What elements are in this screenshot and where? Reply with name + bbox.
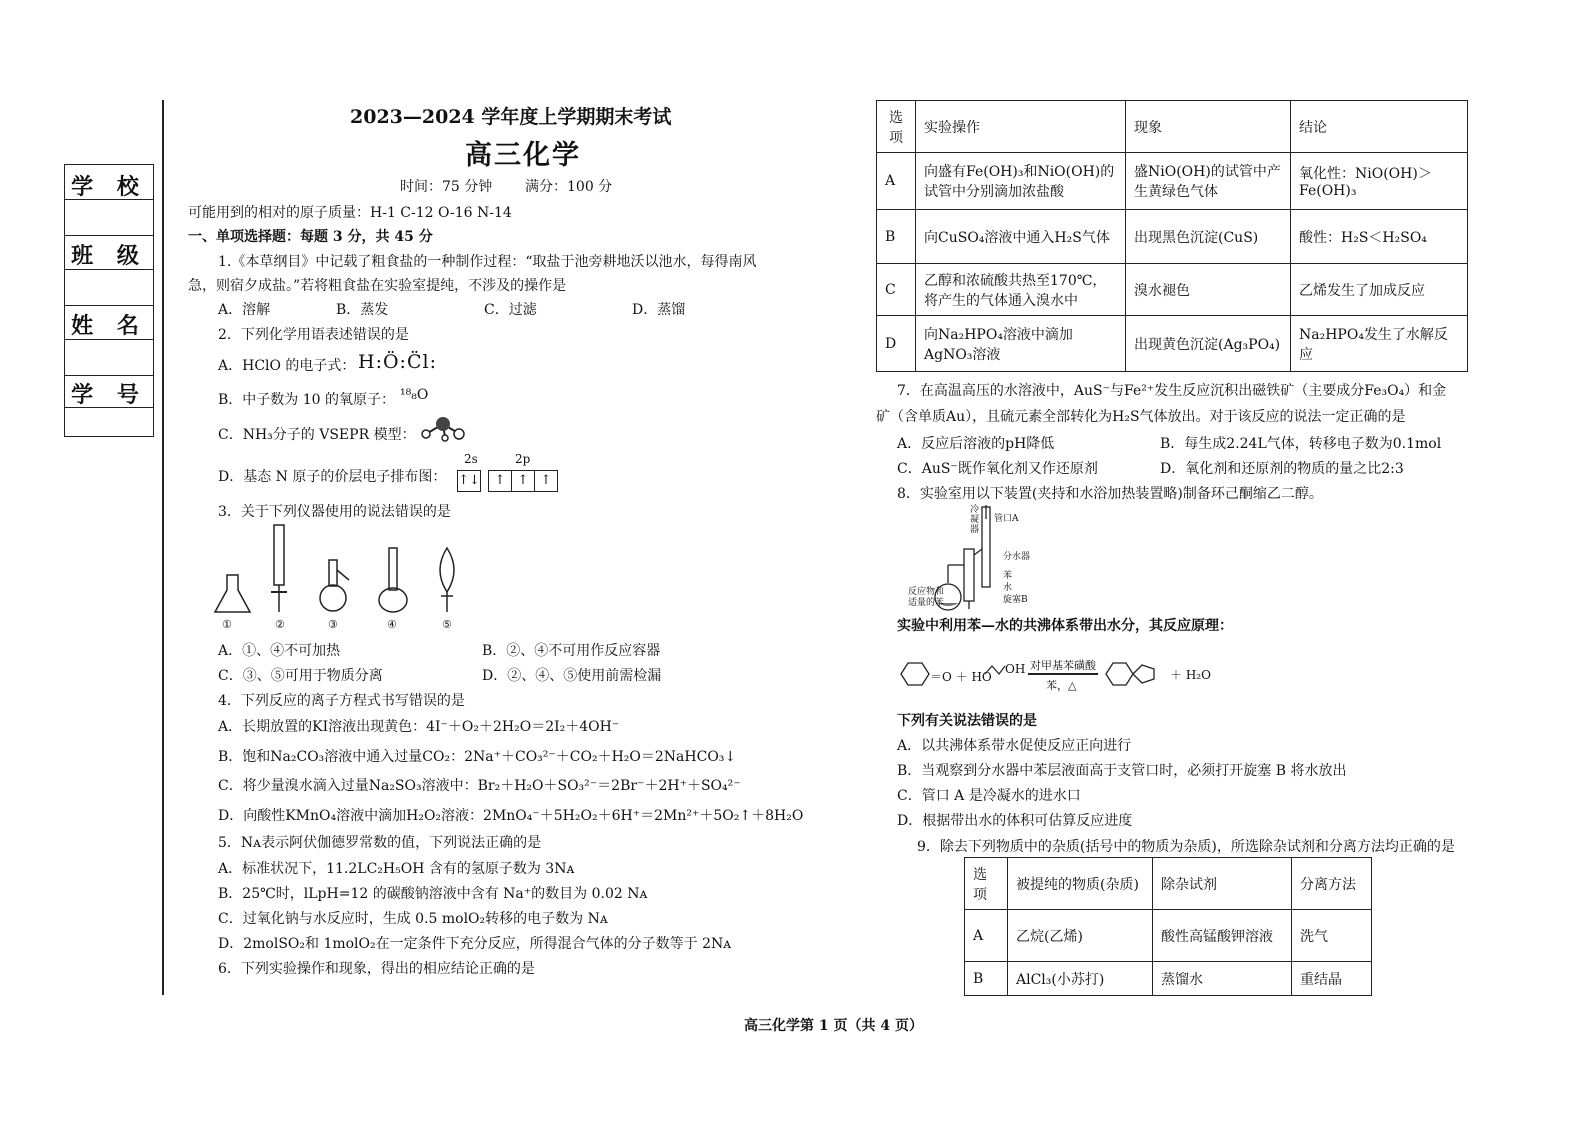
page-footer: 高三化学第 1 页（共 4 页） (744, 1018, 923, 1034)
fig-label-water: 水 (1003, 583, 1013, 593)
table-header-cell: 分离方法 (1292, 858, 1372, 910)
apparatus-label: ⑤ (442, 618, 452, 631)
rxn-right: ＋ H₂O (1170, 668, 1211, 682)
table-row (877, 153, 1468, 210)
student-id-field[interactable] (65, 407, 153, 437)
q4-option-b[interactable]: B．饱和Na₂CO₃溶液中通入过量CO₂：2Na⁺＋CO₃²⁻＋CO₂＋H₂O＝2NaHCO₃↓ (218, 749, 737, 765)
q7-option-d[interactable]: D．氧化剂和还原剂的物质的量之比2:3 (1160, 461, 1404, 477)
nh3-vsepr-model (418, 415, 473, 445)
volumetric-flask-icon (379, 548, 407, 612)
q1-stem-line1: 1.《本草纲目》中记载了粗食盐的一种制作过程：“取盐于池旁耕地沃以池水，每得南风 (218, 254, 757, 270)
table-cell: 出现黄色沉淀(Ag₃PO₄) (1126, 316, 1291, 372)
table-cell: 向盛有Fe(OH)₃和NiO(OH)的试管中分别滴加浓盐酸 (916, 153, 1126, 210)
orbital-2p-label: 2p (515, 452, 531, 466)
separatory-funnel-icon (440, 548, 454, 612)
q4-option-c[interactable]: C．将少量溴水滴入过量Na₂SO₃溶液中：Br₂＋H₂O＋SO₃²⁻＝2Br⁻＋2H⁺＋SO₄²⁻ (218, 778, 741, 794)
table-cell: 氧化性：NiO(OH)＞Fe(OH)₃ (1291, 153, 1468, 210)
table-cell: 洗气 (1292, 910, 1372, 962)
q6-table (876, 100, 1468, 372)
table-header-cell: 实验操作 (916, 101, 1126, 153)
table-row (877, 210, 1468, 264)
table-header-cell: 被提纯的物质(杂质) (1008, 858, 1153, 910)
table-header-cell: 选项 (877, 101, 916, 153)
name-label: 姓 名 (71, 313, 147, 339)
table-row (877, 264, 1468, 316)
binding-line (162, 100, 164, 995)
orbital-2p-box: ↑ (511, 470, 535, 492)
fig-label-stopcock-b: 旋塞B (1003, 595, 1028, 605)
q4-option-a[interactable]: A．长期放置的KI溶液出现黄色：4I⁻＋O₂＋2H₂O＝2I₂＋4OH⁻ (218, 719, 620, 735)
q2-stem: 2．下列化学用语表述错误的是 (218, 327, 409, 343)
fig-label-separator: 分水器 (1003, 552, 1031, 562)
fig-label-benzene: 苯 (1003, 571, 1013, 581)
table-header-cell: 选项 (965, 858, 1008, 910)
orbital-2p-box: ↑ (488, 470, 512, 492)
apparatus-label: ③ (328, 618, 338, 631)
q5-option-c[interactable]: C．过氧化钠与水反应时，生成 0.5 molO₂转移的电子数为 Nᴀ (218, 911, 608, 927)
q1-option-b[interactable]: B．蒸发 (336, 302, 389, 318)
class-label: 班 级 (71, 243, 147, 269)
orbital-diagram (458, 470, 558, 492)
burette-icon (271, 525, 287, 612)
q5-option-a[interactable]: A．标准状况下，11.2LC₂H₅OH 含有的氢原子数为 3Nᴀ (218, 861, 575, 877)
q7-stem-line2: 矿（含单质Au），且硫元素全部转化为H₂S气体放出。对于该反应的说法一定正确的是 (876, 409, 1406, 425)
q7-option-c[interactable]: C．AuS⁻既作氧化剂又作还原剂 (897, 461, 1098, 477)
table-cell: 乙醇和浓硫酸共热至170℃，将产生的气体通入溴水中 (916, 264, 1126, 316)
q7-option-a[interactable]: A．反应后溶液的pH降低 (897, 436, 1055, 452)
table-header-cell: 除杂试剂 (1153, 858, 1292, 910)
rxn-catalyst: 对甲基苯磺酸 (1030, 659, 1096, 672)
subject-title: 高三化学 (465, 140, 581, 171)
q3-option-b[interactable]: B．②、④不可用作反应容器 (482, 643, 661, 659)
orbital-2s-label: 2s (464, 452, 478, 466)
table-cell: A (877, 153, 916, 210)
apparatus-label: ① (222, 618, 232, 631)
table-cell: 酸性：H₂S＜H₂SO₄ (1291, 210, 1468, 264)
rxn-conditions: 苯，△ (1046, 679, 1077, 692)
table-cell: B (965, 962, 1008, 996)
fig-label-condenser: 冷凝器 (970, 505, 980, 535)
q5-stem: 5．Nᴀ表示阿伏伽德罗常数的值，下列说法正确的是 (218, 835, 542, 851)
q3-option-d[interactable]: D．②、④、⑤使用前需检漏 (482, 668, 662, 684)
orbital-2p-box: ↑ (534, 470, 558, 492)
q7-option-b[interactable]: B．每生成2.24L气体，转移电子数为0.1mol (1160, 436, 1442, 452)
atomic-masses: 可能用到的相对的原子质量：H-1 C-12 O-16 N-14 (188, 205, 512, 221)
rxn-left: ＝O ＋ HO (930, 670, 992, 684)
q2-option-d[interactable]: D．基态 N 原子的价层电子排布图： (218, 469, 447, 485)
table-cell: 乙烯发生了加成反应 (1291, 264, 1468, 316)
q7-stem-line1: 7．在高温高压的水溶液中，AuS⁻与Fe²⁺发生反应沉积出磁铁矿（主要成分Fe₃O₄）和金 (897, 383, 1447, 399)
ketal-product-structure (1104, 660, 1162, 690)
table-header-row (877, 101, 1468, 153)
table-cell: 蒸馏水 (1153, 962, 1292, 996)
q2-option-a[interactable]: A．HClO 的电子式： (218, 358, 356, 374)
q6-stem: 6．下列实验操作和现象，得出的相应结论正确的是 (218, 961, 535, 977)
table-cell: AlCl₃(小苏打) (1008, 962, 1153, 996)
q3-option-a[interactable]: A．①、④不可加热 (218, 643, 341, 659)
q8-ask: 下列有关说法错误的是 (897, 713, 1037, 729)
q1-option-a[interactable]: A．溶解 (218, 302, 271, 318)
table-header-cell: 现象 (1126, 101, 1291, 153)
q8-stem: 8．实验室用以下装置(夹持和水浴加热装置略)制备环己酮缩乙二醇。 (897, 486, 1323, 502)
fig-label-port-a: 管口A (994, 514, 1019, 524)
table-header-cell: 结论 (1291, 101, 1468, 153)
table-cell: B (877, 210, 916, 264)
cyclohexanone-structure (895, 660, 935, 690)
table-cell: 向Na₂HPO₄溶液中滴加AgNO₃溶液 (916, 316, 1126, 372)
q3-stem: 3．关于下列仪器使用的说法错误的是 (218, 504, 451, 520)
q8-option-d[interactable]: D．根据带出水的体积可估算反应进度 (897, 813, 1133, 829)
q4-stem: 4．下列反应的离子方程式书写错误的是 (218, 693, 465, 709)
apparatus-label: ② (275, 618, 285, 631)
q1-option-c[interactable]: C．过滤 (484, 302, 537, 318)
class-field[interactable] (65, 269, 153, 305)
q5-option-d[interactable]: D．2molSO₂和 1molO₂在一定条件下充分反应，所得混合气体的分子数等于 2Nᴀ (218, 936, 732, 952)
q8-option-b[interactable]: B．当观察到分水器中苯层液面高于支管口时，必须打开旋塞 B 将水放出 (897, 763, 1347, 779)
table-row (965, 910, 1372, 962)
lab-apparatus-figure (205, 520, 475, 620)
student-id-label: 学 号 (71, 382, 147, 408)
table-cell: A (965, 910, 1008, 962)
rxn-oh: OH (1005, 662, 1026, 676)
table-cell: 盛NiO(OH)的试管中产生黄绿色气体 (1126, 153, 1291, 210)
hclo-electron-formula: H:Ö:C̈l: (358, 351, 437, 373)
q9-table (964, 857, 1372, 996)
school-label: 学 校 (71, 174, 147, 200)
table-cell: D (877, 316, 916, 372)
table-cell: Na₂HPO₄发生了水解反应 (1291, 316, 1468, 372)
oxygen-isotope-symbol: ¹⁸₈O (400, 387, 429, 403)
name-field[interactable] (65, 339, 153, 375)
table-row (965, 962, 1372, 996)
q3-option-c[interactable]: C．③、⑤可用于物质分离 (218, 668, 383, 684)
school-field[interactable] (65, 199, 153, 235)
q8-option-a[interactable]: A．以共沸体系带水促使反应正向进行 (897, 738, 1132, 754)
q2-option-b[interactable]: B．中子数为 10 的氧原子： (218, 392, 396, 408)
exam-title: 2023—2024 学年度上学期期末考试 (350, 106, 672, 128)
section-heading: 一、单项选择题：每题 3 分，共 45 分 (188, 229, 433, 245)
ethylene-chain (985, 662, 1005, 678)
q1-option-d[interactable]: D．蒸馏 (632, 302, 686, 318)
q8-option-c[interactable]: C．管口 A 是冷凝水的进水口 (897, 788, 1081, 804)
conical-flask-icon (215, 575, 250, 612)
table-cell: 酸性高锰酸钾溶液 (1153, 910, 1292, 962)
student-info-box (64, 164, 154, 437)
table-cell: 乙烷(乙烯) (1008, 910, 1153, 962)
table-cell: 出现黑色沉淀(CuS) (1126, 210, 1291, 264)
table-row (877, 316, 1468, 372)
rxn-arrow (1028, 673, 1098, 675)
score-label: 满分：100 分 (525, 179, 613, 195)
orbital-2s-box: ↑↓ (457, 470, 481, 492)
apparatus-label: ④ (387, 618, 397, 631)
table-cell: 重结晶 (1292, 962, 1372, 996)
distillation-flask-icon (320, 560, 349, 611)
q1-stem-line2: 急，则宿夕成盐。”若将粗食盐在实验室提纯，不涉及的操作是 (188, 278, 567, 294)
q9-stem: 9．除去下列物质中的杂质(括号中的物质为杂质)，所选除杂试剂和分离方法均正确的是 (917, 839, 1455, 855)
q4-option-d[interactable]: D．向酸性KMnO₄溶液中滴加H₂O₂溶液：2MnO₄⁻＋5H₂O₂＋6H⁺＝2Mn²⁺＋5O₂↑＋8H₂O (218, 808, 804, 824)
fig-label-reactants: 反应物和适量的苯 (908, 587, 945, 608)
time-label: 时间：75 分钟 (400, 179, 493, 195)
q5-option-b[interactable]: B．25℃时，lLpH=12 的碳酸钠溶液中含有 Na⁺的数目为 0.02 Nᴀ (218, 886, 648, 902)
table-cell: C (877, 264, 916, 316)
q8-principle: 实验中利用苯—水的共沸体系带出水分，其反应原理： (897, 618, 1233, 634)
table-cell: 溴水褪色 (1126, 264, 1291, 316)
table-header-row (965, 858, 1372, 910)
table-cell: 向CuSO₄溶液中通入H₂S气体 (916, 210, 1126, 264)
q2-option-c[interactable]: C．NH₃分子的 VSEPR 模型： (218, 427, 416, 443)
